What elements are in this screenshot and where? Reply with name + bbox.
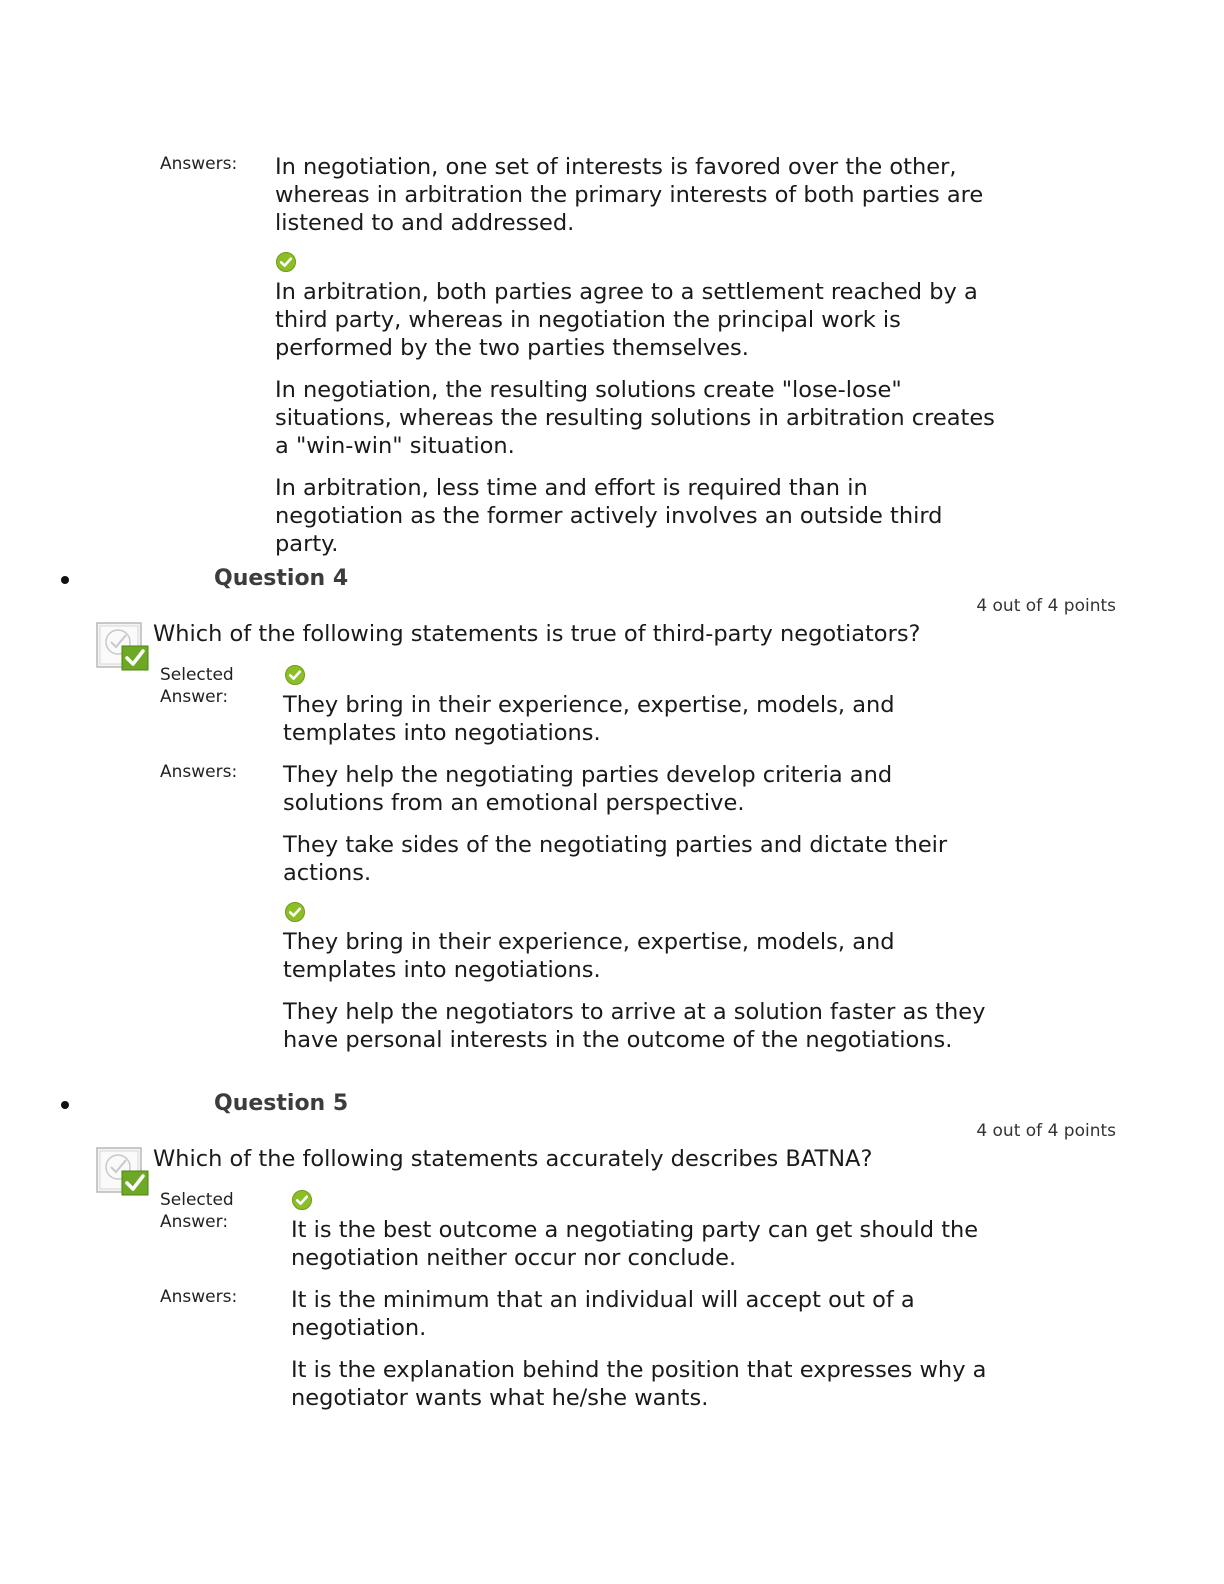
- list-bullet: [61, 1101, 69, 1109]
- question-text: Which of the following statements is true of third-party negotiators?: [153, 621, 921, 647]
- check-circle-icon: [285, 902, 305, 922]
- selected-answer-label: Selected Answer:: [160, 1190, 234, 1232]
- check-circle-icon: [292, 1190, 312, 1210]
- answers-label: Answers:: [160, 1287, 238, 1307]
- question-text: Which of the following statements accurately describes BATNA?: [153, 1146, 873, 1172]
- selected-answer: It is the best outcome a negotiating party can get should the negotiation neither occur nor conclude.: [291, 1217, 979, 1271]
- graded-question-icon: [96, 1145, 150, 1197]
- points-score: 4 out of 4 points: [976, 596, 1116, 616]
- answer-option: In arbitration, less time and effort is required than in negotiation as the former actively involves an outside third party.: [275, 475, 943, 557]
- answer-option: In negotiation, one set of interests is favored over the other, whereas in arbitration the primary interests of both parties are listened to and addressed.: [275, 154, 984, 236]
- answer-option: It is the explanation behind the position that expresses why a negotiator wants what he/she wants.: [291, 1357, 987, 1411]
- answer-option: In negotiation, the resulting solutions create "lose-lose" situations, whereas the resulting solutions in arbitration creates a "win-win" situation.: [275, 377, 995, 459]
- answer-option: They take sides of the negotiating parties and dictate their actions.: [283, 832, 948, 886]
- check-circle-icon: [276, 252, 296, 272]
- graded-question-icon: [96, 620, 150, 672]
- answers-label: Answers:: [160, 154, 238, 174]
- selected-answer: They bring in their experience, expertise, models, and templates into negotiations.: [283, 692, 895, 746]
- list-bullet: [61, 576, 69, 584]
- answer-option-correct: They bring in their experience, expertise, models, and templates into negotiations.: [283, 929, 895, 983]
- answer-option: They help the negotiating parties develop criteria and solutions from an emotional perspective.: [283, 762, 893, 816]
- answers-label: Answers:: [160, 762, 238, 782]
- answer-option: It is the minimum that an individual will accept out of a negotiation.: [291, 1287, 915, 1341]
- question-title: Question 4: [214, 566, 349, 591]
- answer-option: They help the negotiators to arrive at a solution faster as they have personal interests in the outcome of the negotiations.: [283, 999, 986, 1053]
- points-score: 4 out of 4 points: [976, 1121, 1116, 1141]
- selected-answer-label: Selected Answer:: [160, 665, 234, 707]
- answer-option-correct: In arbitration, both parties agree to a settlement reached by a third party, whereas in negotiation the principal work is performed by the two parties themselves.: [275, 279, 978, 361]
- check-circle-icon: [285, 665, 305, 685]
- question-title: Question 5: [214, 1091, 349, 1116]
